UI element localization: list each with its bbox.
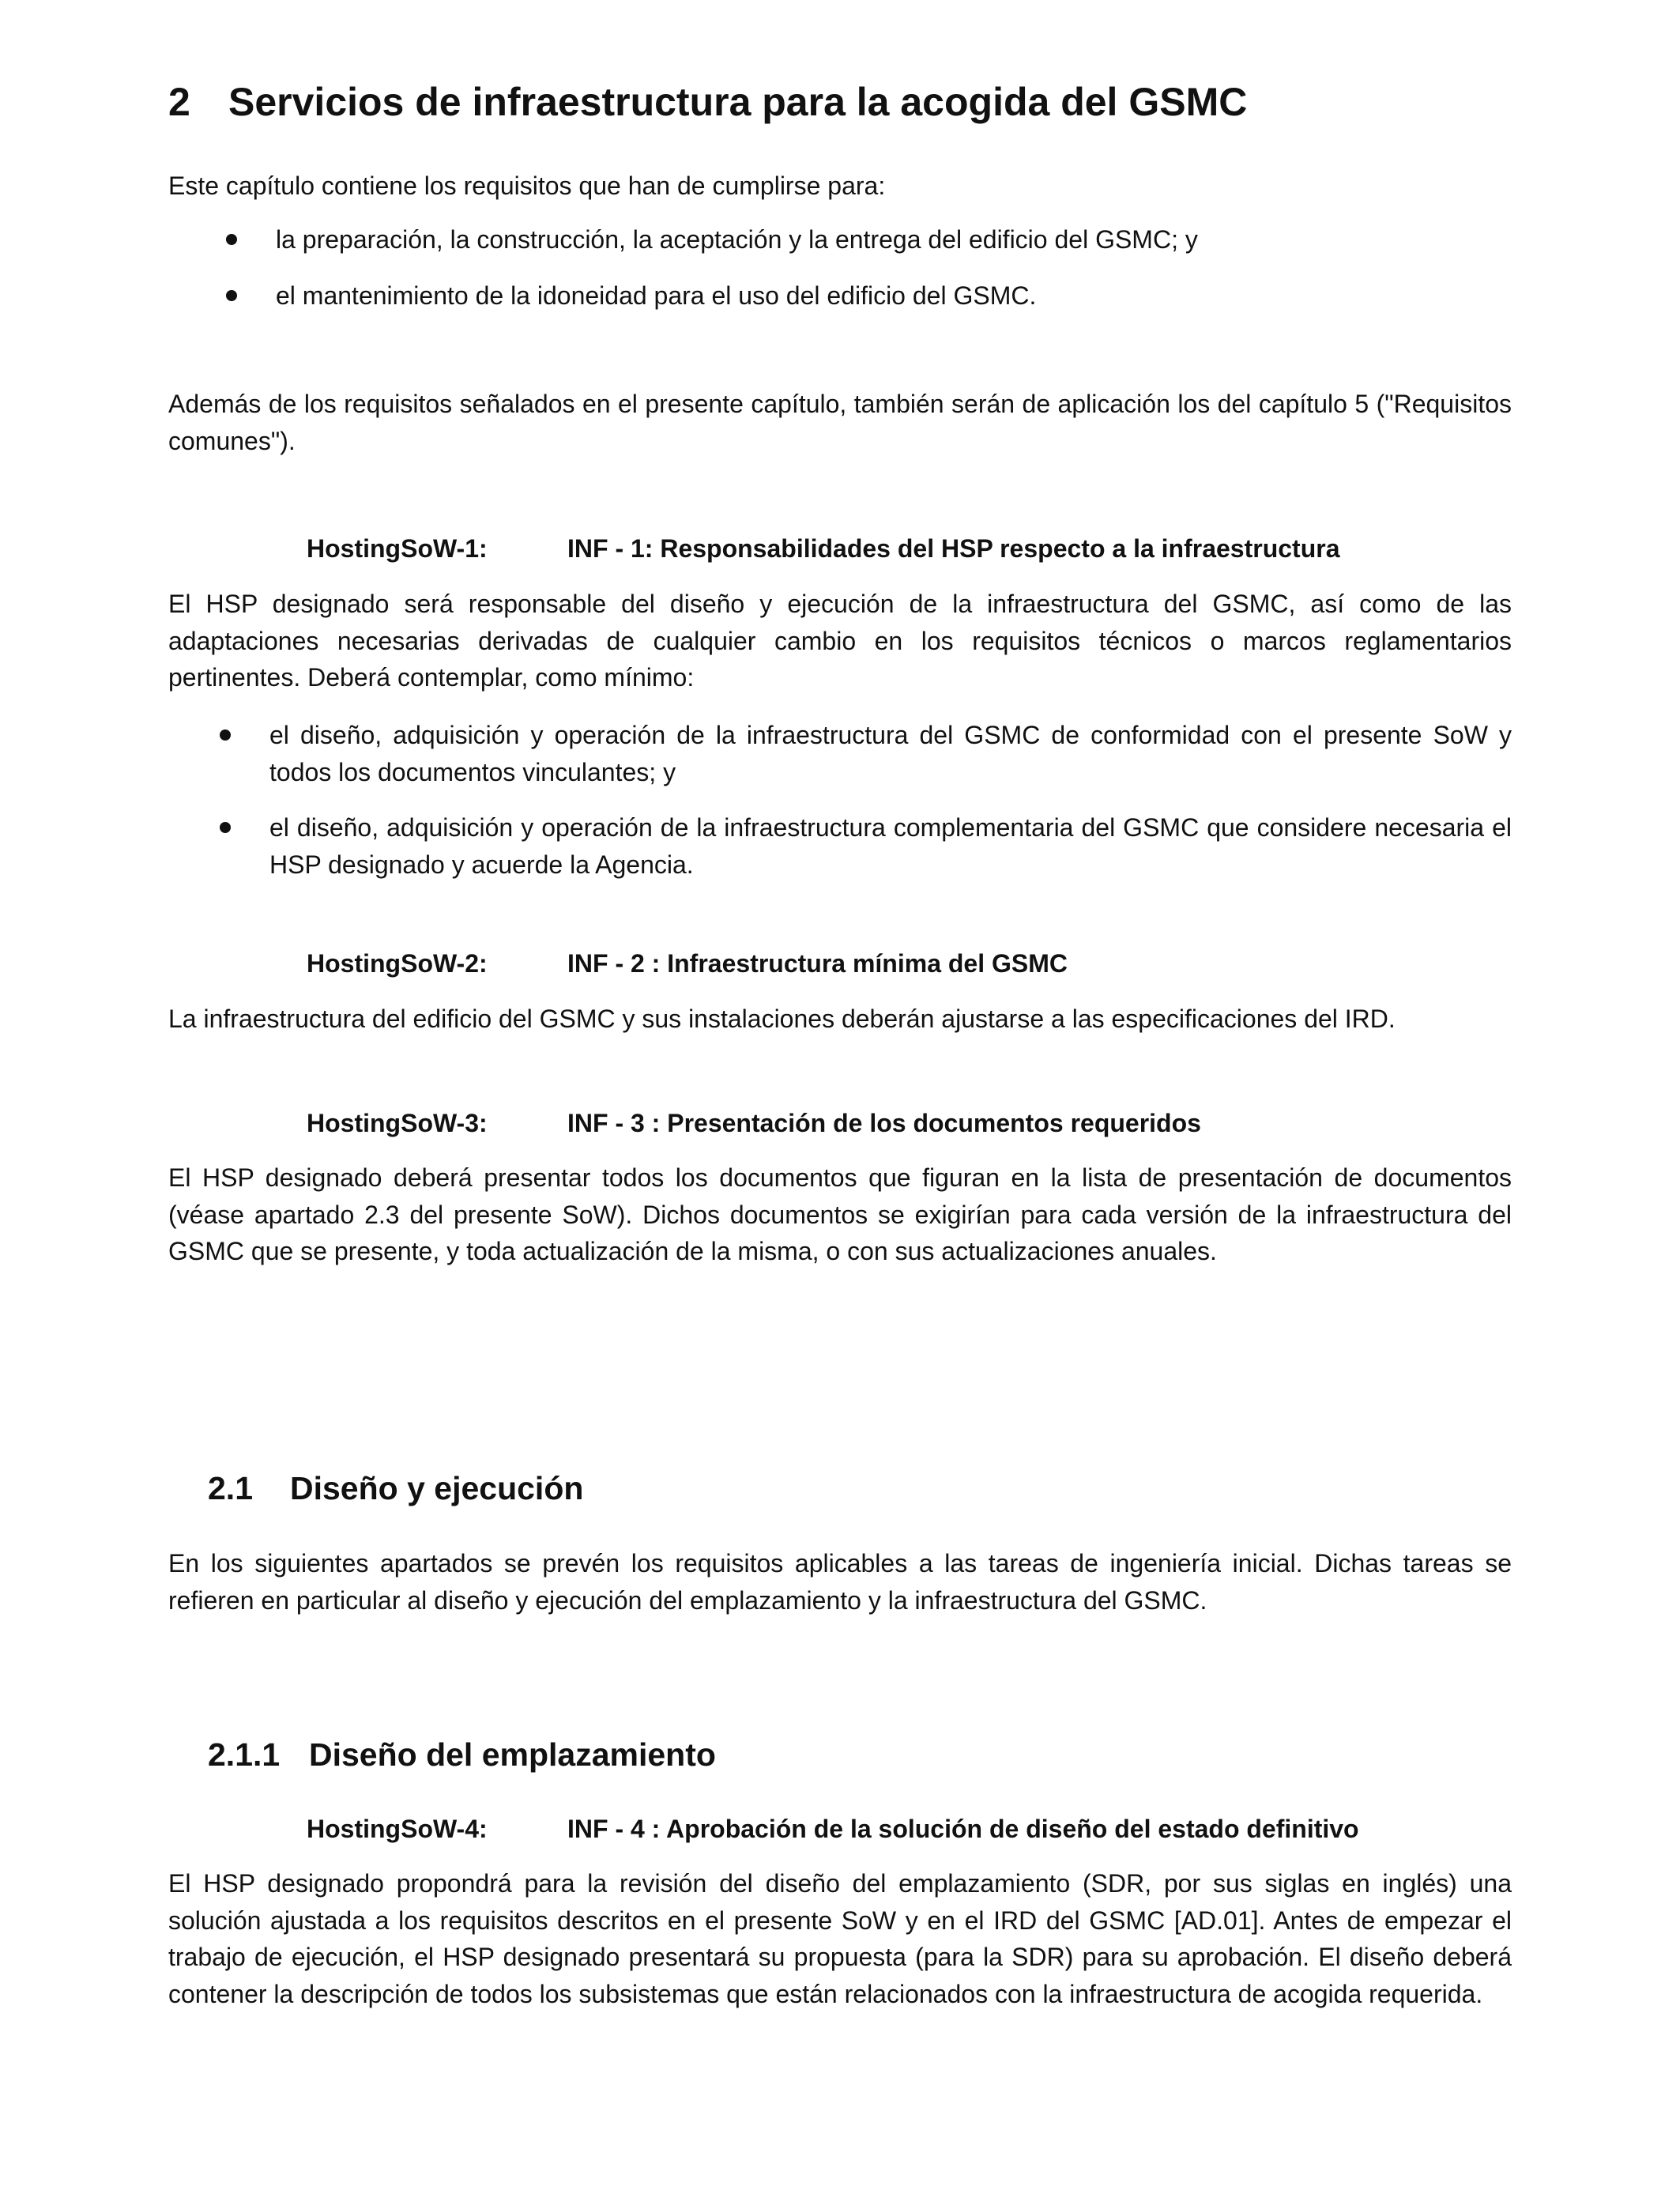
requirement-title: INF - 2 : Infraestructura mínima del GSMC <box>567 949 1068 978</box>
bullet-icon <box>226 290 237 301</box>
requirement-heading <box>307 534 1339 564</box>
requirement-title: INF - 4 : Aprobación de la solución de diseño del estado definitivo <box>567 1815 1359 1843</box>
section-title: Diseño y ejecución <box>290 1470 584 1506</box>
chapter-intro: Este capítulo contiene los requisitos que han de cumplirse para: <box>168 172 886 200</box>
requirement-id: HostingSoW-4: <box>307 1815 488 1843</box>
subsection-title: Diseño del emplazamiento <box>309 1736 716 1773</box>
subsection-number: 2.1.1 <box>208 1736 281 1773</box>
requirement-body: El HSP designado deberá presentar todos los documentos que figuran en la lista de presentación de documentos (véase apartado 2.3 del presente SoW). Dichos documentos se exigirían para cada versión de la infraestructura del GSMC que se presente, y toda actualización de la misma, o con sus actualizaciones anuales. <box>168 1163 1512 1265</box>
intro-bullet-list <box>168 221 1512 314</box>
bullet-icon <box>220 729 231 741</box>
bullet-icon <box>226 234 237 245</box>
chapter-title: Servicios de infraestructura para la acogida del GSMC <box>228 80 1248 124</box>
list-item: el diseño, adquisición y operación de la infraestructura del GSMC de conformidad con el presente SoW y todos los documentos vinculantes; y <box>168 717 1512 790</box>
requirement-title: INF - 3 : Presentación de los documentos requeridos <box>567 1109 1201 1137</box>
requirement-body: El HSP designado será responsable del diseño y ejecución de la infraestructura del GSMC, así como de las adaptaciones necesarias derivadas de cualquier cambio en los requisitos técnicos o marcos reglamentarios pertinentes. Deberá contemplar, como mínimo: <box>168 590 1512 692</box>
requirement-id: HostingSoW-2: <box>307 949 488 978</box>
requirement-id: HostingSoW-3: <box>307 1109 488 1137</box>
chapter-number: 2 <box>168 80 190 124</box>
section-heading <box>208 1470 583 1507</box>
requirement-body: El HSP designado propondrá para la revisión del diseño del emplazamiento (SDR, por sus siglas en inglés) una solución ajustada a los requisitos descritos en el presente SoW y en el IRD del GSMC [AD.01]. Antes de empezar el trabajo de ejecución, el HSP designado presentará su propuesta (para la SDR) para su aprobación. El diseño deberá contener la descripción de todos los subsistemas que están relacionados con la infraestructura de acogida requerida. <box>168 1869 1512 2008</box>
section-number: 2.1 <box>208 1470 253 1506</box>
requirement-bullet-list <box>168 717 1512 883</box>
subsection-heading <box>208 1736 716 1774</box>
list-item: la preparación, la construcción, la aceptación y la entrega del edificio del GSMC; y <box>168 221 1512 258</box>
list-item: el diseño, adquisición y operación de la infraestructura complementaria del GSMC que considere necesaria el HSP designado y acuerde la Agencia. <box>168 809 1512 883</box>
requirement-id: HostingSoW-1: <box>307 534 488 563</box>
section-body: En los siguientes apartados se prevén los requisitos aplicables a las tareas de ingeniería inicial. Dichas tareas se refieren en particular al diseño y ejecución del emplazamiento y la infraestructura del GSMC. <box>168 1549 1512 1615</box>
requirement-heading <box>307 1815 1359 1844</box>
list-item: el mantenimiento de la idoneidad para el uso del edificio del GSMC. <box>168 277 1512 315</box>
requirement-title: INF - 1: Responsabilidades del HSP respecto a la infraestructura <box>567 534 1340 563</box>
chapter-note: Además de los requisitos señalados en el presente capítulo, también serán de aplicación los del capítulo 5 ("Requisitos comunes"). <box>168 390 1512 455</box>
requirement-heading <box>307 949 1068 978</box>
bullet-icon <box>220 822 231 833</box>
requirement-body: La infraestructura del edificio del GSMC y sus instalaciones deberán ajustarse a las especificaciones del IRD. <box>168 1005 1396 1033</box>
chapter-heading <box>168 79 1247 125</box>
requirement-heading <box>307 1109 1201 1138</box>
